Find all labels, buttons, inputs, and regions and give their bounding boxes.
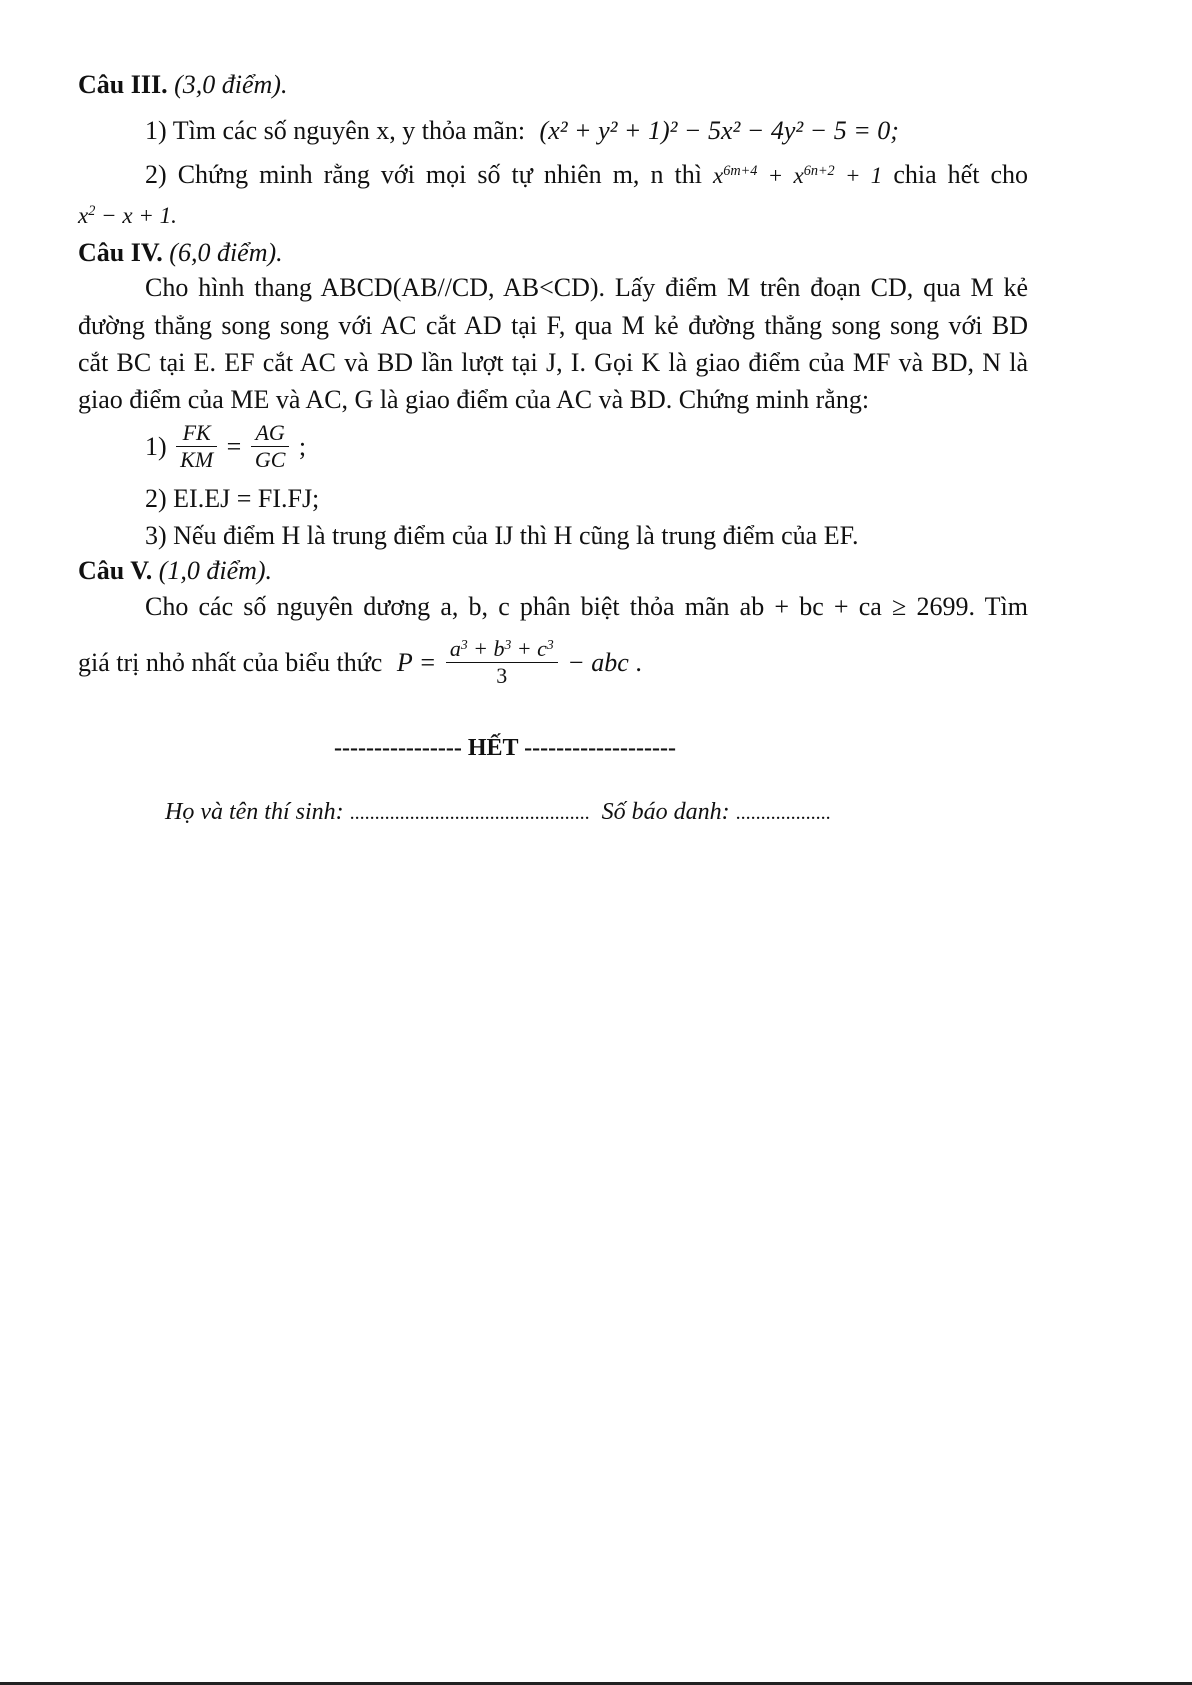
question-5-title: Câu V. <box>78 556 153 585</box>
candidate-name-dots: ................................................ <box>349 802 590 824</box>
candidate-info-line <box>165 800 831 824</box>
question-4-para-line-3: cắt BC tại E. EF cắt AC và BD lần lượt tại J, I. Gọi K là giao điểm của MF và BD, N là <box>78 348 1028 377</box>
fraction-fk-km: $\frac{FK}{KM}$ <box>176 420 217 474</box>
question-4-points: (6,0 điểm). <box>169 238 283 267</box>
question-4-para-line-2: đường thẳng song song với AC cắt AD tại F, qua M kẻ đường thẳng song song với BD <box>78 311 1028 340</box>
question-5-para-line-2-text: giá trị nhỏ nhất của biểu thức <box>78 647 383 677</box>
question-3-heading <box>78 72 287 98</box>
question-5-points: (1,0 điểm). <box>158 556 273 585</box>
question-3-part-1 <box>145 118 899 144</box>
question-4-para-line-1: Cho hình thang ABCD(AB//CD, AB<CD). Lấy điểm M trên đoạn CD, qua M kẻ <box>145 273 1028 302</box>
question-4-title: Câu IV. <box>78 238 163 267</box>
question-4-item-1-label: 1) <box>145 431 167 461</box>
question-3-part-2-formula: $x^{6m+4} + x^{6n+2} + 1$ <box>712 163 883 188</box>
question-4-item-2: 2) EI.EJ = FI.FJ; <box>145 484 320 513</box>
fraction-cubic-sum: $\frac{a^3 + b^3 + c^3}{3}$ <box>446 636 558 690</box>
question-4-item-1: 1) $\frac{FK}{KM}$ = $\frac{AG}{GC}$ ; <box>145 420 307 473</box>
question-3-part-2-tail: $x^2 - x + 1$. <box>78 203 177 228</box>
question-4-para-line-4: giao điểm của ME và AC, G là giao điểm của AC và BD. Chứng minh rằng: <box>78 385 870 414</box>
question-5-para-line-1: Cho các số nguyên dương a, b, c phân biệt thỏa mãn ab + bc + ca ≥ 2699. Tìm <box>145 592 1028 621</box>
question-3-part-2-text-b: chia hết cho <box>893 160 1029 189</box>
question-3-points: (3,0 điểm). <box>174 70 288 99</box>
question-4-item-3: 3) Nếu điểm H là trung điểm của IJ thì H cũng là trung điểm của EF. <box>145 521 859 550</box>
question-3-title: Câu III. <box>78 70 168 99</box>
question-3-part-2 <box>145 162 1028 188</box>
question-3-part-2-text-a: 2) Chứng minh rằng với mọi số tự nhiên m, n thì <box>145 160 702 189</box>
end-mark: ---------------- HẾT ------------------- <box>334 735 676 761</box>
question-5-para-line-2: giá trị nhỏ nhất của biểu thức P = $\frac{a^3 + b^3 + c^3}{3}$ − abc . <box>78 636 642 689</box>
fraction-ag-gc: $\frac{AG}{GC}$ <box>251 420 290 474</box>
question-5-heading <box>78 558 272 584</box>
candidate-id-dots: ................... <box>735 802 831 824</box>
question-3-part-1-text: 1) Tìm các số nguyên x, y thỏa mãn: <box>145 116 526 145</box>
candidate-id-label: Số báo danh: <box>601 799 730 825</box>
question-4-heading <box>78 240 283 266</box>
question-3-part-1-formula: (x² + y² + 1)² − 5x² − 4y² − 5 = 0; <box>539 116 899 145</box>
candidate-name-label: Họ và tên thí sinh: <box>165 799 344 825</box>
